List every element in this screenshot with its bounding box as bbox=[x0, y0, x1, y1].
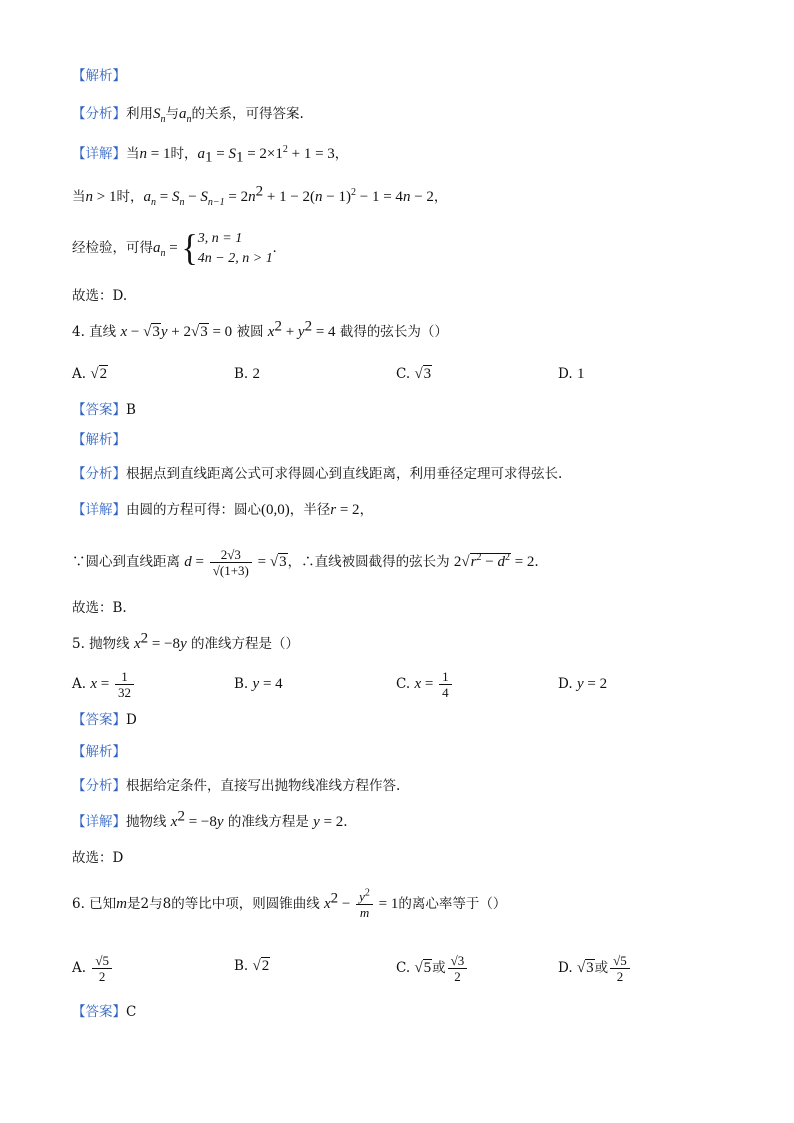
fenxi-text: 利用$S_n$与$a_n$的关系，可得答案. bbox=[126, 106, 304, 125]
q5-xiangjie bbox=[72, 808, 348, 832]
question-4-stem: 4. 直线 x − √3y + 2√3 = 0 被圆 $x^2 + y^2 = 4$ 截得的弦长为（） bbox=[72, 318, 448, 340]
xiangjie-tag: 【详解】 bbox=[72, 146, 126, 162]
q4-option-d: D. 1 bbox=[558, 366, 585, 382]
answer-value: C bbox=[126, 1004, 137, 1020]
answer-tag: 【答案】 bbox=[72, 402, 126, 418]
question-5-stem: 5. 抛物线 $x^2 = -8y$ 的准线方程是（） bbox=[72, 630, 300, 652]
jiexi-label-q3: 【解析】 bbox=[72, 68, 126, 84]
q4-step2: ∵圆心到直线距离 d = $\frac{2√3}{√(1+3)}$ = √3，∴直线被圆截得的弦长为 $2√r^2 - d^2 = 2$. bbox=[72, 547, 539, 578]
xiangjie-tag: 【详解】 bbox=[72, 814, 126, 830]
case-1: 3, n = 1 bbox=[197, 230, 243, 246]
q4-option-a: A. √2 bbox=[72, 366, 108, 382]
q4-final: 故选：B. bbox=[72, 600, 127, 616]
xiangjie-text: 抛物线 $x^2 = -8y$ 的准线方程是 y = 2. bbox=[126, 808, 348, 830]
answer-tag: 【答案】 bbox=[72, 712, 126, 728]
q4-jiexi-label: 【解析】 bbox=[72, 432, 126, 448]
question-6-stem: 6. 已知m是2与8的等比中项，则圆锥曲线 $x^2$ − $\frac{y^2}{m}$ = 1的离心率等于（） bbox=[72, 887, 507, 920]
q5-option-c: C. x = $\frac{1}{4}$ bbox=[396, 666, 454, 702]
fenxi-tag: 【分析】 bbox=[72, 106, 126, 122]
q4-option-b: B. 2 bbox=[234, 366, 261, 382]
q6-answer bbox=[72, 1002, 136, 1022]
step2-q3: 当n > 1时，$a_n = S_n - S_{n-1} = 2n^2 + 1 - 2(n - 1)^2 - 1 = 4n - 2$， bbox=[72, 183, 448, 208]
q6-option-c: C. √5或 $\frac{√3}{2}$ bbox=[396, 948, 469, 988]
q6-option-a: A. $\frac{√5}{2}$ bbox=[72, 948, 114, 988]
q5-jiexi-label: 【解析】 bbox=[72, 744, 126, 760]
fenxi-tag: 【分析】 bbox=[72, 778, 126, 794]
xiangjie-text: 当n = 1时，$a_1 = S_1 = 2\times 1^2 + 1 = 3$， bbox=[126, 144, 349, 166]
fenxi-tag: 【分析】 bbox=[72, 466, 126, 482]
step3-q3: 经检验，可得$a_n$ = { 3, n = 1 4n − 2, n > 1 . bbox=[72, 227, 277, 269]
answer-value: D bbox=[126, 712, 137, 728]
xiangjie-tag: 【详解】 bbox=[72, 502, 126, 518]
q5-option-b: B. y = 4 bbox=[234, 676, 283, 692]
q5-fenxi bbox=[72, 776, 400, 796]
answer-tag: 【答案】 bbox=[72, 1004, 126, 1020]
answer-value: B bbox=[126, 402, 136, 418]
fenxi-text: 根据点到直线距离公式可求得圆心到直线距离，利用垂径定理可求得弦长. bbox=[126, 466, 563, 482]
q4-xiangjie bbox=[72, 500, 373, 520]
step3-prefix: 经检验，可得 bbox=[72, 240, 153, 256]
q4-option-c: C. √3 bbox=[396, 366, 432, 382]
xiangjie-q3 bbox=[72, 144, 348, 164]
q5-option-a: A. x = $\frac{1}{32}$ bbox=[72, 666, 136, 702]
q5-final: 故选：D bbox=[72, 850, 124, 866]
q5-option-d: D. y = 2 bbox=[558, 676, 608, 692]
q6-option-d: D. √3或 $\frac{√5}{2}$ bbox=[558, 948, 632, 988]
q4-fenxi bbox=[72, 464, 562, 484]
fenxi-text: 根据给定条件，直接写出抛物线准线方程作答. bbox=[126, 778, 401, 794]
xiangjie-text: 由圆的方程可得：圆心(0,0)，半径r = 2， bbox=[126, 502, 374, 518]
fenxi-q3 bbox=[72, 104, 304, 124]
q4-answer bbox=[72, 400, 136, 420]
q5-answer bbox=[72, 710, 137, 730]
answer-q3: 故选：D. bbox=[72, 288, 128, 304]
q6-option-b: B. √2 bbox=[234, 958, 270, 974]
case-2: 4n − 2, n > 1 bbox=[197, 250, 273, 266]
